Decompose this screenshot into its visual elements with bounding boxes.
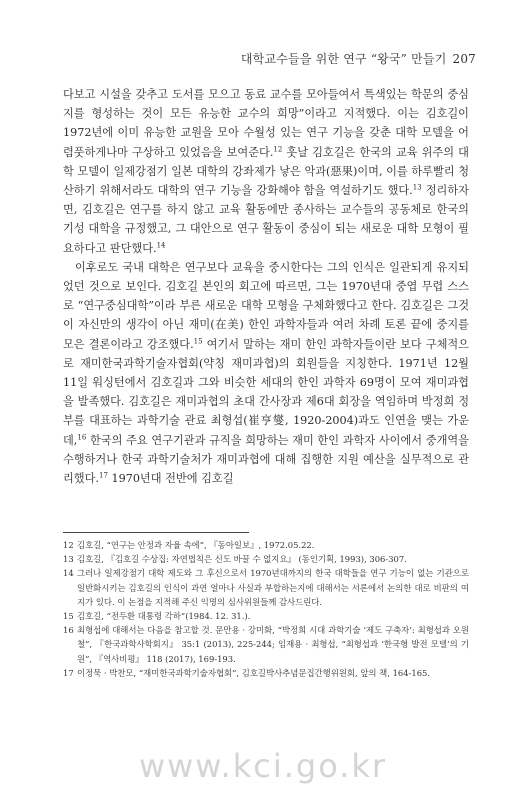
running-header (241, 50, 476, 67)
footnote-text: 최형섭에 대해서는 다음을 참고할 것. 문만용 · 강미화, “박정희 시대 과학기술 ‘제도 구축자’: 최형섭과 오원철”, 『한국과학사학회지』 35:1 (2013), 225-244; 임재용 · 최형섭, “최형섭과 ‘한국형 발전 모델’의 기원”, 『역사비평』 118 (2017), 169-193. (77, 625, 469, 664)
watermark: www.kci.go.kr (138, 747, 388, 785)
footnote (63, 566, 469, 609)
text-run: 훗날 김호길은 한국의 교육 위주의 대학 모델이 일제강점기 일본 대학의 강좌제가 낳은 악과(惡果)이며, 이를 하루빨리 청산하기 위해서라도 대학의 연구 기능을 강화해야 함을 역설하기도 했다. (63, 145, 469, 198)
footnote (63, 538, 469, 552)
footnote-ref[interactable]: 16 (77, 432, 87, 441)
footnote (63, 623, 469, 666)
footnote-divider (63, 532, 249, 533)
text-run: 여기서 말하는 재미 한인 과학자들이란 보다 구체적으로 재미한국과학기술자협회(약칭 재미과협)의 회원들을 지칭한다. 1971년 12월 11일 워싱턴에서 김호길과 그와 비슷한 세대의 한인 과학자 69명이 모여 재미과협을 발족했다. 김호길은 재미과협의 초대 간사장과 제6대 회장을 역임하며 박정희 정부를 대표하는 과학기술 관료 최형섭(崔亨燮, 1920-2004)과도 인연을 맺는 가운데, (63, 337, 469, 447)
text-run: 정리하자면, 김호길은 연구를 하지 않고 교육 활동에만 종사하는 교수들의 공동체로 한국의 기성 대학을 규정했고, 그 대안으로 연구 활동이 중심이 되는 새로운 대학 모형이 필요하다고 판단했다. (63, 184, 469, 255)
footnotes (63, 538, 469, 680)
footnote-number: 12 (63, 540, 74, 550)
page-number: 207 (452, 52, 476, 66)
footnote-ref[interactable]: 17 (98, 471, 108, 480)
paragraph (63, 258, 469, 488)
footnote (63, 666, 469, 680)
footnote-ref[interactable]: 12 (273, 144, 283, 153)
footnote-number: 13 (63, 554, 74, 565)
footnote-ref[interactable]: 15 (193, 336, 203, 345)
footnote (63, 552, 469, 566)
text-run: 이후로도 국내 대학은 연구보다 교육을 중시한다는 그의 인식은 일관되게 유지되었던 것으로 보인다. 김호길 본인의 회고에 따르면, 그는 1970년대 중엽 무렵 스스로 “연구중심대학”이라 부른 새로운 대학 모형을 구체화했다고 한다. 김호길은 그것이 자신만의 생각이 아닌 재미(在美) 한인 과학자들과 여러 차례 토론 끝에 중지를 모은 결론이라고 강조했다. (63, 260, 469, 351)
body-text (63, 85, 469, 488)
footnote-text: 그러나 일제강점기 대학 제도와 그 후신으로서 1970년대까지의 한국 대학들을 연구 기능이 없는 기관으로 일반화시키는 김호길의 인식이 과연 얼마나 사실과 부합하는지에 대해서는 서론에서 논의한 대로 비판의 여지가 있다. 이 논점을 지적해 주신 익명의 심사위원들께 감사드린다. (77, 568, 469, 607)
text-run: 다보고 시설을 갖추고 도서를 모으고 동료 교수를 모아들여서 특색있는 학문의 중심지를 형성하는 것이 모든 유능한 교수의 희망”이라고 지적했다. 이는 김호길이 1972년에 이미 유능한 교원을 모아 수월성 있는 연구 기능을 갖춘 대학 모델을 어렴풋하게나마 구상하고 있었음을 보여준다. (63, 88, 469, 159)
footnote-number: 16 (63, 625, 74, 636)
footnote-number: 17 (63, 667, 74, 678)
footnote-ref[interactable]: 13 (412, 183, 422, 192)
footnote (63, 609, 469, 623)
header-title: 대학교수들을 위한 연구 “왕국” 만들기 (240, 52, 447, 66)
footnote-text: 김호길, “연구는 안정과 자율 속에”, 『동아일보』, 1972.05.22. (77, 540, 315, 550)
footnote-number: 14 (63, 568, 74, 579)
footnote-ref[interactable]: 14 (156, 240, 166, 249)
text-run: 한국의 주요 연구기관과 규직을 희망하는 재미 한인 과학자 사이에서 중개역을 수행하거나 한국 과학기술처가 재미과협에 대해 집행한 지원 예산을 실무적으로 관리했다. (63, 433, 469, 486)
footnote-number: 15 (63, 611, 74, 622)
paragraph (63, 85, 469, 258)
footnote-text: 김호길, 『김호길 수상집: 자연법칙은 신도 바꿀 수 없지요』 (동인기획, 1993), 306-307. (77, 554, 407, 565)
footnote-text: 김호길, “전두환 대통령 각하”(1984. 12. 31.). (77, 611, 251, 622)
footnote-text: 이정묵 · 박찬모, “재미한국과학기술자협회”, 김호길박사추념문집간행위원회, 앞의 책, 164-165. (77, 667, 431, 678)
text-run: 1970년대 전반에 김호길 (107, 472, 234, 486)
